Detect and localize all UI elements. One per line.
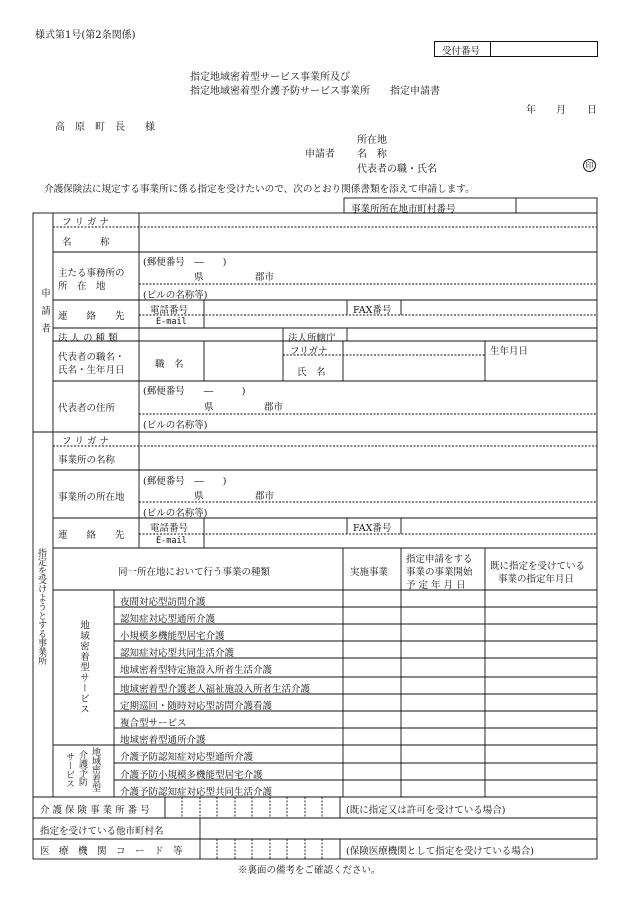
facility-name-label: 事業所の名称: [58, 455, 116, 466]
applicant-contact-label: 連 絡 先: [58, 311, 125, 322]
date-year: 年: [526, 105, 536, 116]
rep-name-label: 氏 名: [297, 367, 326, 378]
facility-email-label: E-mail: [156, 536, 187, 546]
insurance-number-note: (既に指定又は許可を受けている場合): [346, 805, 506, 816]
group2-label-b: 介護予防: [77, 750, 87, 786]
service-item: 地域密着型介護老人福祉施設入所者生活介護: [120, 684, 311, 695]
service-item: 定期巡回・随時対応型訪問介護看護: [120, 701, 273, 712]
applicant-name-label: 名 称: [357, 149, 387, 160]
services-header-start-3: 予 定 年 月 日: [406, 580, 466, 591]
back-note: ※裏面の備考をご確認ください。: [238, 865, 381, 876]
service-item: 認知症対応型共同生活介護: [120, 648, 235, 659]
main-office-building: (ビルの名称等): [143, 290, 208, 301]
main-office-postal: (郵便番号 ― ): [143, 257, 227, 268]
facility-side-label: 指定を受けようとする事業所: [36, 548, 46, 665]
rep-address-label: 代表者の住所: [58, 403, 116, 414]
facility-fax-label: FAX番号: [353, 523, 392, 534]
title-line-1: 指定地域密着型サービス事業所及び: [190, 72, 350, 83]
services-header-type: 同一所在地において行う事業の種類: [118, 567, 271, 578]
addressee: 高 原 町 長 様: [55, 122, 155, 133]
main-office-label-1: 主たる事務所の: [58, 268, 125, 279]
service-item: 小規模多機能型居宅介護: [120, 631, 225, 642]
services-header-start-2: 事業の事業開始: [406, 567, 473, 578]
rep-label-1: 代表者の職名・: [58, 352, 125, 363]
service-item: 介護予防認知症対応型通所介護: [120, 752, 254, 763]
facility-county-city: 郡市: [255, 491, 275, 502]
service-item: 介護予防認知症対応型共同生活介護: [120, 787, 273, 798]
service-item: 複合型サービス: [120, 718, 187, 729]
corp-type-label: 法 人 の 種 類: [58, 333, 118, 344]
rep-postal: (郵便番号 ― ): [143, 386, 246, 397]
rep-building: (ビルの名称等): [143, 420, 208, 431]
services-header-start-1: 指定申請をする: [406, 554, 473, 565]
receipt-label: 受付番号: [442, 46, 481, 57]
main-office-label-2: 所 在 地: [58, 281, 106, 292]
birthdate-label: 生年月日: [490, 346, 529, 357]
service-item: 地域密着型特定施設入所者生活介護: [120, 665, 273, 676]
applicant-fax-label: FAX番号: [353, 305, 392, 316]
main-office-prefecture: 県: [194, 272, 204, 283]
rep-label-2: 氏名・生年月日: [58, 365, 125, 376]
rep-furigana-label: フリガナ: [290, 346, 328, 357]
applicant-name-row-label: 名 称: [62, 237, 110, 248]
service-item: 介護予防小規模多機能型居宅介護: [120, 770, 263, 781]
services-header-existing-1: 既に指定を受けている: [490, 561, 586, 572]
medical-code-note: (保険医療機関として指定を受けている場合): [346, 846, 534, 857]
group1-label: 地域密着型サービス: [78, 620, 89, 715]
facility-furigana-label: フ リ ガ ナ: [62, 436, 110, 447]
applicant-phone-label: 電話番号: [150, 305, 189, 316]
applicant-label: 申請者: [305, 149, 335, 160]
form-number: 様式第1号(第2条関係): [35, 30, 136, 41]
medical-code-label: 医 療 機 関 コ ー ド 等: [40, 846, 183, 857]
insurance-number-label: 介 護 保 険 事 業 所 番 号: [40, 805, 150, 816]
other-municipality-label: 指定を受けている他市町村名: [40, 826, 164, 837]
applicant-rep-label: 代表者の職・氏名: [357, 164, 437, 175]
rep-prefecture: 県: [204, 402, 214, 413]
service-item: 地域密着型通所介護: [120, 735, 206, 746]
seal-mark: 印: [583, 159, 596, 172]
services-header-implement: 実施事業: [350, 567, 389, 578]
applicant-email-label: E-mail: [156, 317, 187, 327]
main-office-county-city: 郡市: [255, 272, 275, 283]
date-month: 月: [556, 105, 566, 116]
service-item: 夜間対応型訪問介護: [120, 597, 206, 608]
corp-authority-label: 法人所轄庁: [288, 333, 336, 344]
facility-address-label: 事業所の所在地: [58, 492, 125, 503]
title-line-2: 指定地域密着型介護予防サービス事業所 指定申請書: [190, 86, 440, 97]
facility-prefecture: 県: [194, 491, 204, 502]
date-day: 日: [587, 105, 597, 116]
applicant-address-label: 所在地: [357, 135, 387, 146]
services-header-existing-2: 事業の指定年月日: [498, 574, 575, 585]
rep-title-label: 職 名: [155, 359, 184, 370]
rep-county-city: 郡市: [264, 402, 284, 413]
municipality-label: 事業所所在地市町村番号: [351, 204, 456, 215]
service-item: 認知症対応型通所介護: [120, 614, 216, 625]
facility-contact-label: 連 絡 先: [58, 530, 125, 541]
group2-label-a: 地域密着型: [90, 747, 100, 792]
application-statement: 介護保険法に規定する事業所に係る指定を受けたいので、次のとおり関係書類を添えて申請します。: [44, 184, 475, 195]
applicant-furigana-label: フ リ ガ ナ: [62, 217, 110, 228]
facility-postal: (郵便番号 ― ): [143, 476, 227, 487]
facility-phone-label: 電話番号: [150, 523, 189, 534]
applicant-side-label: 申請者: [39, 288, 50, 341]
group2-label-c: サービス: [64, 752, 74, 788]
facility-building: (ビルの名称等): [143, 508, 208, 519]
